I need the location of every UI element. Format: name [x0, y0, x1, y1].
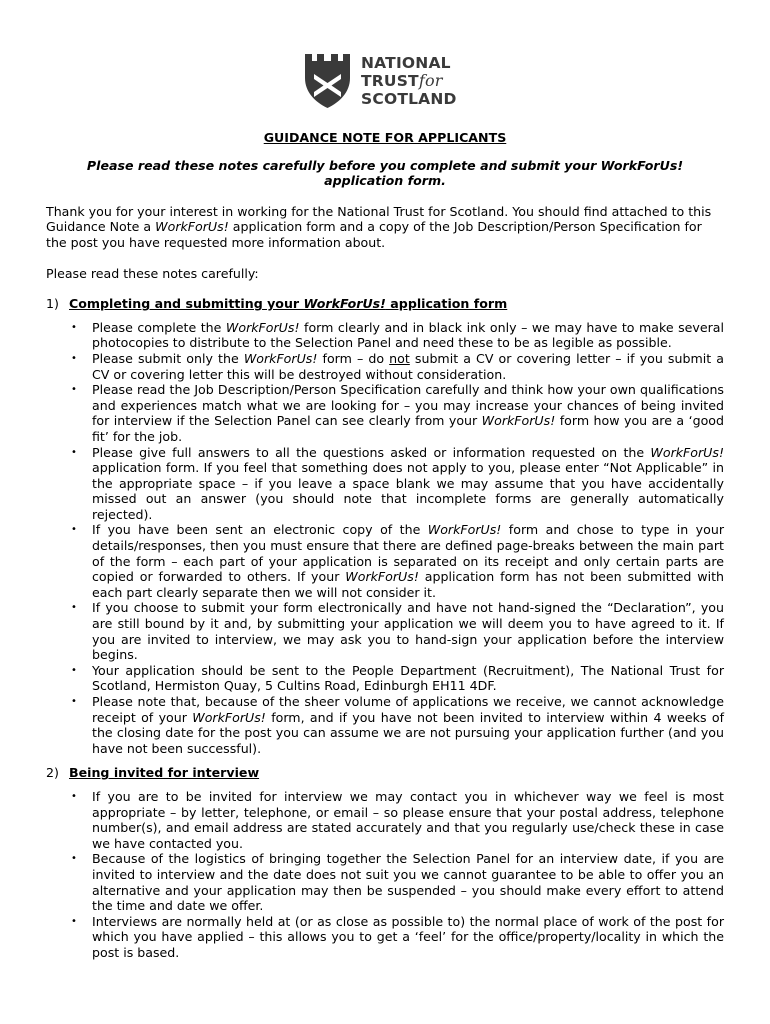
list-item: • Interviews are normally held at (or as close as possible to) the normal place of work of the post for which you have applied – this allows you to get a ‘feel’ for the office/property/locality in which the post is based.	[71, 913, 724, 960]
list-item: • Your application should be sent to the People Department (Recruitment), The National Trust for Scotland, Hermiston Quay, 5 Cultins Road, Edinburgh EH11 4DF.	[71, 662, 724, 694]
section-2-list	[46, 789, 724, 961]
list-item: • If you are to be invited for interview we may contact you in whichever way we feel is most appropriate – by letter, telephone, or email – so please ensure that your postal address, telephone number(s), and email address are stated accurately and that you regularly use/check these in case we have contacted you.	[71, 788, 724, 851]
list-item: • Because of the logistics of bringing together the Selection Panel for an interview date, if you are invited to interview and the date does not suit you we cannot guarantee to be able to offer you an alternative and your application may then be suspended – you should make every effort to attend the time and date we offer.	[71, 851, 724, 914]
list-item: • Please read the Job Description/Person Specification carefully and think how your own qualifications and experiences match what we are looking for – you may increase your chances of being invited for interview if the Selection Panel can see clearly from your WorkForUs! form how you are a ‘good fit’ for the job.	[71, 382, 725, 444]
document-body	[46, 130, 724, 970]
section-2-heading: 2) Being invited for interview	[46, 765, 260, 781]
list-item: • Please complete the WorkForUs! form clearly and in black ink only – we may have to make several photocopies to distribute to the Selection Panel and need these to be as legible as possible.	[71, 319, 724, 351]
list-item: • If you choose to submit your form electronically and have not hand-signed the “Declaration”, you are still bound by it and, by submitting your application we will deem you to have agreed to it. If you are invited to interview, we may ask you to hand-sign your application before the interview begins.	[71, 600, 724, 663]
logo-line-national: NATIONAL	[361, 54, 451, 72]
logo-line-scotland: SCOTLAND	[361, 90, 457, 108]
nts-logo	[303, 52, 473, 112]
logo-line-trust: TRUSTfor	[361, 71, 443, 90]
section-1-list	[46, 320, 724, 757]
nts-logo-text	[361, 54, 457, 108]
list-item: • If you have been sent an electronic copy of the WorkForUs! form and chose to type in your details/responses, then you must ensure that there are defined page-breaks between the main part of the form – each part of your application is separated on its receipt and only certain parts are copied or forwarded to others. If your WorkForUs! application form has not been submitted with each part clearly separate then we will not consider it.	[71, 522, 725, 600]
intro-paragraph: Thank you for your interest in working for the National Trust for Scotland. You should find attached to this Guidance Note a WorkForUs! application form and a copy of the Job Description/Person Specification for the post you have requested more information about.	[46, 203, 712, 250]
page-title: GUIDANCE NOTE FOR APPLICANTS	[263, 130, 507, 145]
read-notes-paragraph: Please read these notes carefully:	[46, 265, 259, 281]
section-1-heading: 1) Completing and submitting your WorkForUs! application form	[46, 296, 508, 312]
list-item: • Please note that, because of the sheer volume of applications we receive, we cannot acknowledge receipt of your WorkForUs! form, and if you have not been invited to interview within 4 weeks of the closing date for the post you can assume we are not pursuing your application further (and you have not been successful).	[71, 694, 724, 756]
nts-crest-icon	[303, 52, 353, 110]
list-item: • Please give full answers to all the questions asked or information requested on the WorkForUs! application form. If you feel that something does not apply to you, please enter “Not Applicable” in the appropriate space – if you leave a space blank we may assume that you have accidentally missed out an answer (you should note that incomplete forms are generally automatically rejected).	[71, 444, 724, 522]
intro-instruction: Please read these notes carefully before you complete and submit your WorkForUs! application form.	[86, 157, 684, 189]
list-item: • Please submit only the WorkForUs! form – do not submit a CV or covering letter – if you submit a CV or covering letter this will be destroyed without consideration.	[71, 350, 724, 382]
